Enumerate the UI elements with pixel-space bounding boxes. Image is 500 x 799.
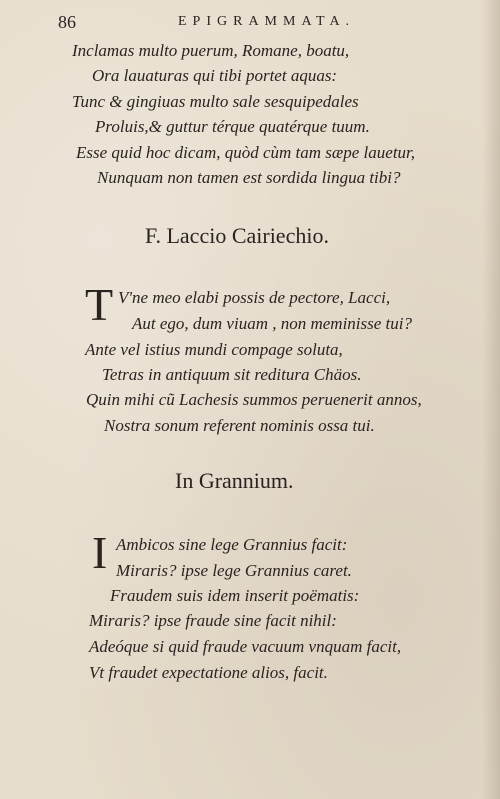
verse-line: Quin mihi cũ Lachesis summos peruenerit annos, bbox=[86, 390, 422, 409]
verse-line: Nostra sonum referent nominis ossa tui. bbox=[104, 416, 375, 435]
verse-line: Fraudem suis idem inserit poëmatis: bbox=[110, 586, 360, 605]
verse-line: Miraris? ipse fraude sine facit nihil: bbox=[89, 611, 337, 630]
verse-line: Ora lauaturas qui tibi portet aquas: bbox=[92, 66, 338, 85]
drop-cap: I bbox=[92, 527, 108, 578]
verse-line: Ambicos sine lege Grannius facit: bbox=[116, 535, 348, 554]
drop-cap: T bbox=[85, 279, 114, 330]
page-number: 86 bbox=[58, 12, 76, 32]
verse-line: V'ne meo elabi possis de pectore, Lacci, bbox=[118, 288, 391, 307]
poem-heading: In Grannium. bbox=[175, 468, 294, 493]
verse-line: Nunquam non tamen est sordida lingua tibi? bbox=[97, 168, 401, 187]
page-edge-shadow bbox=[482, 0, 500, 799]
verse-line: Aut ego, dum viuam , non meminisse tui? bbox=[132, 314, 412, 333]
verse-line: Adeóque si quid fraude vacuum vnquam facit, bbox=[89, 637, 402, 656]
verse-line: Vt fraudet expectatione alios, facit. bbox=[89, 663, 328, 682]
verse-line: Inclamas multo puerum, Romane, boatu, bbox=[72, 41, 350, 60]
verse-line: Miraris? ipse lege Grannius caret. bbox=[116, 561, 352, 580]
verse-line: Esse quid hoc dicam, quòd cùm tam sæpe lauetur, bbox=[76, 143, 416, 162]
verse-line: Tetras in antiquum sit reditura Chäos. bbox=[102, 365, 362, 384]
running-head bbox=[58, 12, 430, 32]
poem-heading: F. Laccio Cairiechio. bbox=[145, 223, 329, 248]
running-title: EPIGRAMMATA. bbox=[178, 14, 356, 29]
verse-line: Ante vel istius mundi compage soluta, bbox=[85, 340, 343, 359]
verse-line: Proluis,& guttur térque quatérque tuum. bbox=[95, 117, 370, 136]
verse-line: Tunc & gingiuas multo sale sesquipedales bbox=[72, 92, 359, 111]
